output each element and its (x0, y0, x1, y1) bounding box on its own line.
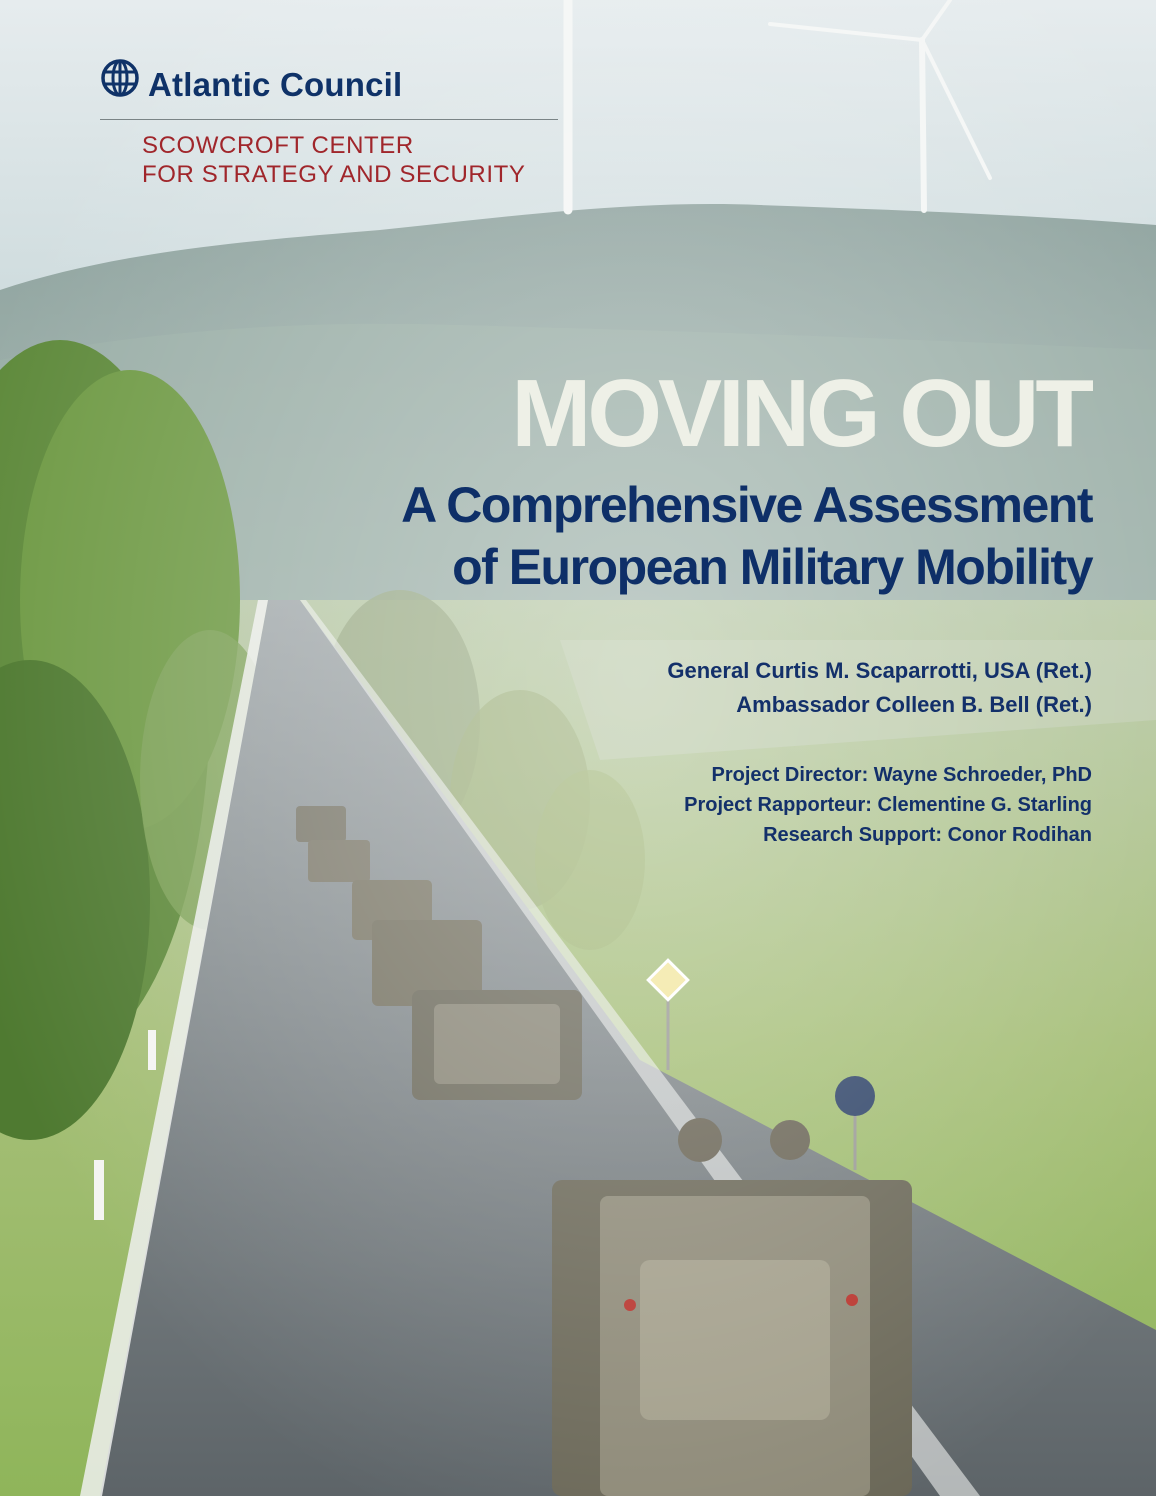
project-credits (684, 760, 1092, 850)
center-name-line-2: FOR STRATEGY AND SECURITY (142, 161, 526, 188)
logo-block (100, 60, 560, 189)
logo-divider (100, 119, 558, 120)
author-name: General Curtis M. Scaparrotti, USA (Ret.) (667, 658, 1092, 683)
center-name-line-1: SCOWCROFT CENTER (142, 132, 414, 159)
credit-research-support: Research Support: Conor Rodihan (763, 824, 1092, 846)
author-name: Ambassador Colleen B. Bell (Ret.) (736, 692, 1092, 717)
report-subtitle (401, 474, 1092, 598)
credit-project-director: Project Director: Wayne Schroeder, PhD (711, 764, 1092, 786)
globe-icon (100, 58, 140, 98)
logo-row (100, 60, 560, 110)
subtitle-line-1: A Comprehensive Assessment (401, 477, 1092, 533)
subtitle-line-2: of European Military Mobility (452, 539, 1092, 595)
organization-name: Atlantic Council (148, 66, 403, 103)
report-title: MOVING OUT (511, 360, 1090, 467)
author-list (667, 654, 1092, 722)
credit-project-rapporteur: Project Rapporteur: Clementine G. Starling (684, 794, 1092, 816)
